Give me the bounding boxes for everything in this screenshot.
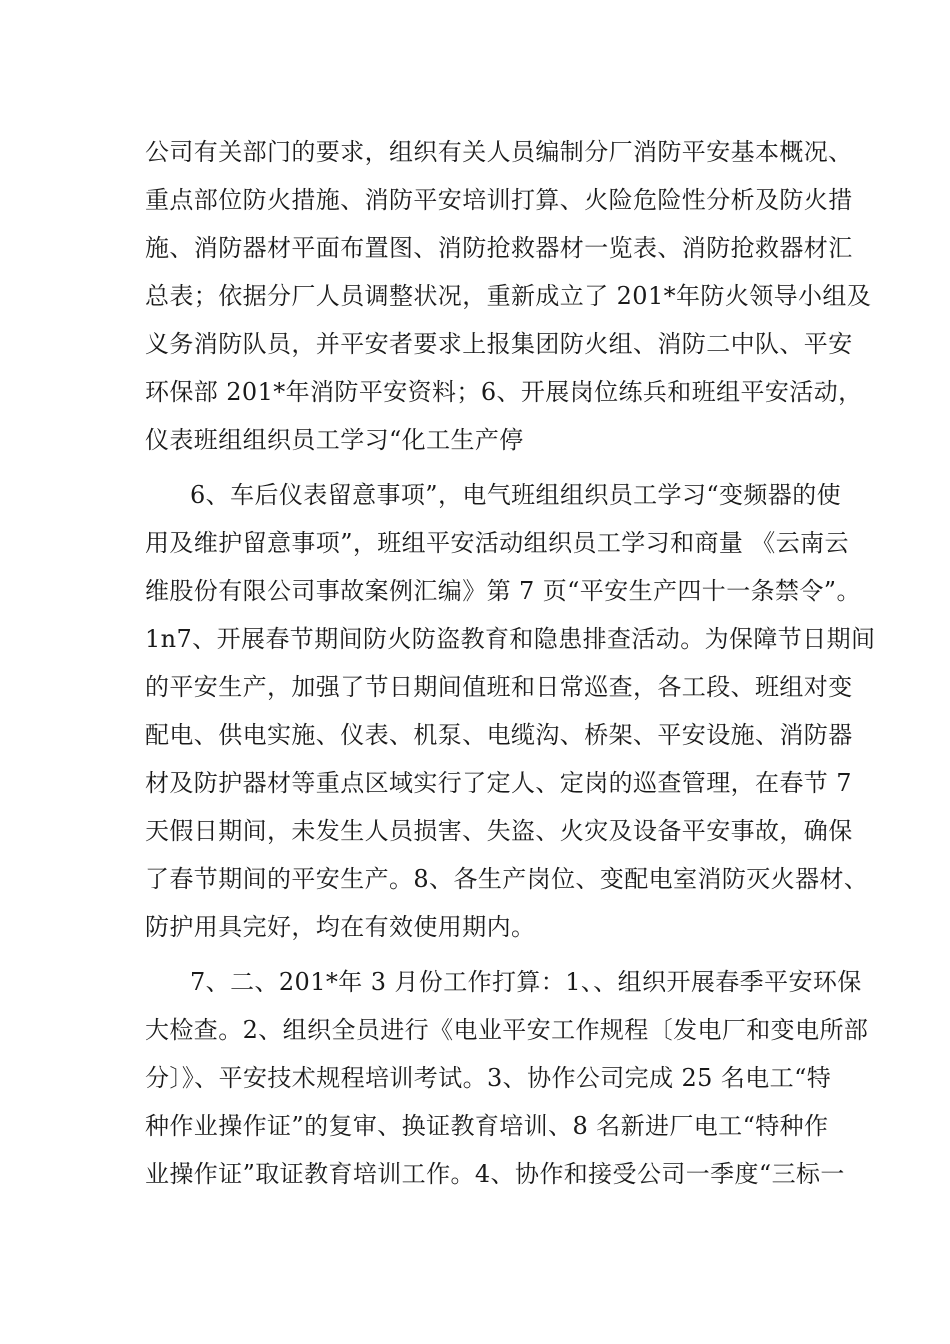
text-line: 业操作证”取证教育培训工作。4、协作和接受公司一季度“三标一 [145, 1160, 845, 1188]
text-line: 施、消防器材平面布置图、消防抢救器材一览表、消防抢救器材汇 [145, 234, 853, 262]
text-line: 重点部位防火措施、消防平安培训打算、火险危险性分析及防火措 [145, 186, 853, 214]
paragraph-first-line: 6、车后仪表留意事项”，电气班组组织员工学习“变频器的使 [190, 481, 842, 509]
text-line: 材及防护器材等重点区域实行了定人、定岗的巡查管理，在春节 7 [145, 769, 852, 797]
paragraph-first-line: 7、二、201*年 3 月份工作打算：1、、组织开展春季平安环保 [190, 968, 862, 996]
text-line: 环保部 201*年消防平安资料；6、开展岗位练兵和班组平安活动， [145, 378, 863, 406]
text-line: 大检查。2、组织全员进行《电业平安工作规程〔发电厂和变电所部 [145, 1016, 869, 1044]
text-line: 天假日期间，未发生人员损害、失盗、火灾及设备平安事故，确保 [145, 817, 853, 845]
text-line: 义务消防队员，并平安者要求上报集团防火组、消防二中队、平安 [145, 330, 853, 358]
text-line: 配电、供电实施、仪表、机泵、电缆沟、桥架、平安设施、消防器 [145, 721, 853, 749]
text-line: 维股份有限公司事故案例汇编》第 7 页“平安生产四十一条禁令”。 [145, 577, 861, 605]
text-line: 仪表班组组织员工学习“化工生产停 [145, 426, 524, 454]
text-line: 防护用具完好，均在有效使用期内。 [145, 913, 536, 941]
text-line: 分〕》、平安技术规程培训考试。3、协作公司完成 25 名电工“特 [145, 1064, 832, 1092]
text-line: 公司有关部门的要求，组织有关人员编制分厂消防平安基本概况、 [145, 138, 853, 166]
text-line: 种作业操作证”的复审、换证教育培训、8 名新进厂电工“特种作 [145, 1112, 829, 1140]
text-line: 总表；依据分厂人员调整状况，重新成立了 201*年防火领导小组及 [145, 282, 872, 310]
text-line: 了春节期间的平安生产。8、各生产岗位、变配电室消防灭火器材、 [145, 865, 869, 893]
text-line: 1n7、开展春节期间防火防盗教育和隐患排查活动。为保障节日期间 [145, 625, 876, 653]
text-line: 用及维护留意事项”，班组平安活动组织员工学习和商量 《云南云 [145, 529, 849, 557]
text-line: 的平安生产，加强了节日期间值班和日常巡查，各工段、班组对变 [145, 673, 853, 701]
